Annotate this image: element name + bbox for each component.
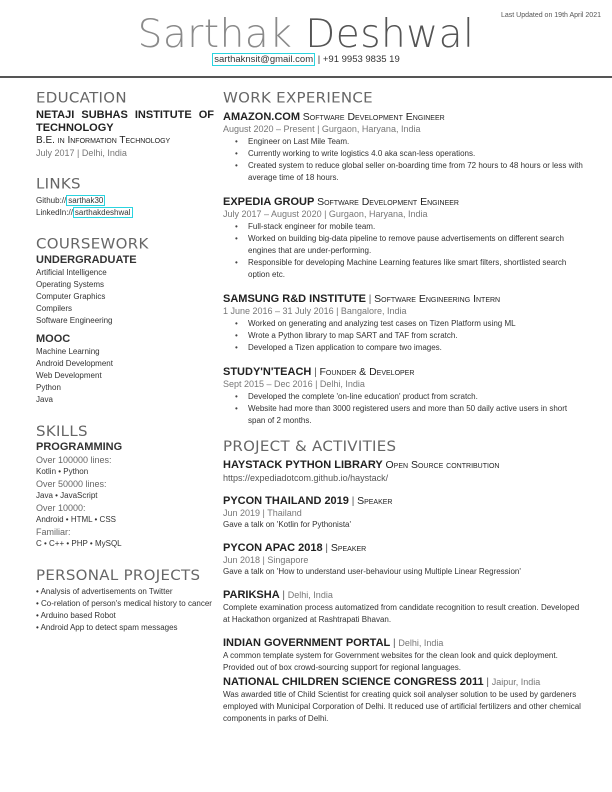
linkedin-link-line [36, 207, 216, 219]
skills-section [36, 422, 216, 550]
last-name: Deshwal [305, 12, 475, 57]
course-item: Software Engineering [36, 316, 113, 325]
github-link-line [36, 195, 216, 207]
project-sep: | [348, 496, 358, 507]
email-link[interactable]: sarthaknsit@gmail.com [214, 54, 314, 65]
linkedin-prefix: LinkedIn:// [36, 208, 73, 217]
personal-project-item: • Analysis of advertisements on Twitter [36, 587, 173, 596]
job-heading [223, 291, 583, 306]
skill-value: Android • HTML • CSS [36, 515, 116, 524]
section-title-work: WORK EXPERIENCE [223, 89, 373, 107]
project-name: PYCON APAC 2018 [223, 542, 323, 554]
project-description: Was awarded title of Child Scientist for creating quick soil analyser solution to be used by gardeners employed with Municipal Corporation of Delhi. It reduced use of artificial fertilizers and other chemical components in parks of Delhi. [223, 690, 581, 723]
course-item: Artificial Intelligence [36, 268, 107, 277]
project-location: Delhi, India [398, 638, 444, 648]
job-bullet: • Developed the complete 'on-line education' product from scratch. [235, 391, 583, 403]
project-location: Jaipur, India [491, 677, 541, 687]
job-bullet: • Created system to reduce global seller on-boarding time from 72 hours to 48 hours or less with average time of 18 hours. [235, 160, 583, 184]
job-bullet: • Website had more than 3000 registered users and more than 50 daily active users in short span of 2 months. [235, 403, 583, 427]
job-meta: 1 June 2016 – 31 July 2016 | Bangalore, India [223, 306, 407, 316]
section-title-skills: SKILLS [36, 422, 88, 440]
project-description: A common template system for Government websites for the clean look and quick deployment. Provided out of box crowd-sourcing support for regional languages. [223, 651, 558, 672]
personal-project-item: • Co-relation of person's medical history to cancer [36, 599, 212, 608]
phone-number: +91 9953 9835 19 [322, 54, 400, 65]
project-role: Speaker [330, 542, 367, 554]
project-entry [223, 493, 583, 531]
section-title-projects: PROJECT & ACTIVITIES [223, 437, 397, 455]
project-sep: | [483, 677, 492, 688]
skill-value: Kotlin • Python [36, 467, 89, 476]
projects-activities-section [223, 437, 583, 725]
project-meta: Jun 2018 | Singapore [223, 555, 309, 565]
coursework-section [36, 235, 216, 406]
project-description: Gave a talk on 'Kotlin for Pythonista' [223, 520, 352, 529]
project-heading [223, 457, 583, 472]
course-item: Android Development [36, 359, 113, 368]
project-role: Open Source contribution [385, 459, 500, 471]
job-bullets [235, 391, 583, 427]
project-entry [223, 635, 583, 674]
project-description: Gave a talk on 'How to understand user-behaviour using Multiple Linear Regression' [223, 567, 521, 576]
last-updated: Last Updated on 19th April 2021 [500, 12, 601, 19]
project-sep: | [390, 638, 399, 649]
personal-projects-section [36, 566, 216, 634]
job-role: Software Development Engineer [317, 196, 459, 208]
project-sep: | [279, 590, 288, 601]
skill-label: Over 50000 lines: [36, 479, 107, 489]
job-bullet: • Responsible for developing Machine Learning features like smart filters, shortlisted search option etc. [235, 257, 583, 281]
job-bullet: • Currently working to write logistics 4.0 aka scan-less operations. [235, 148, 583, 160]
project-name: PARIKSHA [223, 589, 280, 601]
degree: B.E. in Information Technology [36, 135, 171, 146]
course-item: Computer Graphics [36, 292, 106, 301]
project-name: INDIAN GOVERNMENT PORTAL [223, 637, 391, 649]
job-entry [223, 364, 583, 427]
project-entry [223, 457, 583, 484]
project-name: PYCON THAILAND 2019 [223, 495, 349, 507]
work-experience-section [223, 89, 583, 427]
project-entry [223, 674, 583, 725]
github-prefix: Github:// [36, 196, 67, 205]
course-item: Machine Learning [36, 347, 100, 356]
project-name: HAYSTACK PYTHON LIBRARY [223, 459, 383, 471]
project-location: Delhi, India [287, 590, 333, 600]
job-sep: | [366, 294, 375, 305]
project-url[interactable]: https://expediadotcom.github.io/haystack/ [223, 473, 389, 483]
course-item: Python [36, 383, 61, 392]
first-name: Sarthak [137, 12, 293, 57]
job-entry [223, 291, 583, 354]
education-meta: July 2017 | Delhi, India [36, 148, 127, 158]
project-entry [223, 540, 583, 578]
coursework-undergrad-heading: UNDERGRADUATE [36, 254, 137, 266]
project-description: Complete examination process automatized from candidate recognition to result creation. Developed at Hackathon organized at Rashtrapati Bhavan. [223, 603, 580, 624]
course-item: Compilers [36, 304, 73, 313]
project-role: Speaker [357, 495, 393, 507]
contact-separator: | [315, 54, 323, 65]
job-heading [223, 364, 583, 379]
job-org: STUDY'N'TEACH [223, 366, 312, 378]
skill-value: Java • JavaScript [36, 491, 98, 500]
candidate-name [0, 12, 612, 58]
job-heading [223, 109, 583, 124]
project-meta: Jun 2019 | Thailand [223, 508, 302, 518]
course-item: Operating Systems [36, 280, 105, 289]
education-section [36, 89, 216, 159]
skill-label: Familiar: [36, 527, 71, 537]
personal-project-item: • Android App to detect spam messages [36, 623, 178, 632]
job-bullet: • Full-stack engineer for mobile team. [235, 221, 583, 233]
job-bullets [235, 318, 583, 354]
course-item: Web Development [36, 371, 102, 380]
job-bullet: • Developed a Tizen application to compare two images. [235, 342, 583, 354]
job-bullet: • Engineer on Last Mile Team. [235, 136, 583, 148]
project-sep: | [322, 543, 331, 554]
project-heading [223, 635, 583, 650]
job-entry [223, 109, 583, 184]
project-heading [223, 674, 583, 689]
left-column [36, 89, 216, 650]
personal-project-item: • Arduino based Robot [36, 611, 116, 620]
coursework-mooc-heading: MOOC [36, 333, 71, 345]
job-org: SAMSUNG R&D INSTITUTE [223, 293, 366, 305]
section-title-coursework: COURSEWORK [36, 235, 149, 253]
contact-line [0, 54, 612, 65]
job-org: EXPEDIA GROUP [223, 196, 315, 208]
job-role: Software Development Engineer [302, 111, 445, 123]
project-name: NATIONAL CHILDREN SCIENCE CONGRESS 2011 [223, 676, 484, 688]
job-heading [223, 194, 583, 209]
skill-label: Over 100000 lines: [36, 455, 112, 465]
skills-programming-heading: PROGRAMMING [36, 441, 123, 453]
job-bullets [235, 221, 583, 281]
job-bullet: • Worked on generating and analyzing test cases on Tizen Platform using ML [235, 318, 583, 330]
skill-value: C • C++ • PHP • MySQL [36, 539, 122, 548]
job-bullet: • Wrote a Python library to map SART and TAF from scratch. [235, 330, 583, 342]
linkedin-link[interactable]: sarthakdeshwal [74, 208, 131, 217]
project-heading [223, 587, 583, 602]
project-heading [223, 493, 583, 508]
job-sep: | [311, 367, 320, 378]
job-bullet: • Worked on building big-data pipeline to remove pause advertisements on different search engines that are under-performing. [235, 233, 583, 257]
job-bullets [235, 136, 583, 184]
job-meta: July 2017 – August 2020 | Gurgaon, Haryana, India [223, 209, 428, 219]
job-role: Founder & Developer [319, 366, 415, 378]
header-divider [0, 76, 612, 78]
section-title-links: LINKS [36, 175, 81, 193]
job-meta: Sept 2015 – Dec 2016 | Delhi, India [223, 379, 365, 389]
project-heading [223, 540, 583, 555]
section-title-personal-projects: PERSONAL PROJECTS [36, 566, 201, 584]
skill-label: Over 10000: [36, 503, 86, 513]
school-name: NETAJI SUBHAS INSTITUTE OF TECHNOLOGY [36, 109, 215, 134]
github-link[interactable]: sarthak30 [68, 196, 104, 205]
job-entry [223, 194, 583, 281]
right-column [223, 89, 583, 734]
section-title-education: EDUCATION [36, 89, 127, 107]
course-item: Java [36, 395, 53, 404]
job-meta: August 2020 – Present | Gurgaon, Haryana, India [223, 124, 421, 134]
project-entry [223, 587, 583, 626]
job-org: AMAZON.COM [223, 111, 300, 123]
job-role: Software Engineering Intern [374, 293, 501, 305]
links-section [36, 175, 216, 219]
